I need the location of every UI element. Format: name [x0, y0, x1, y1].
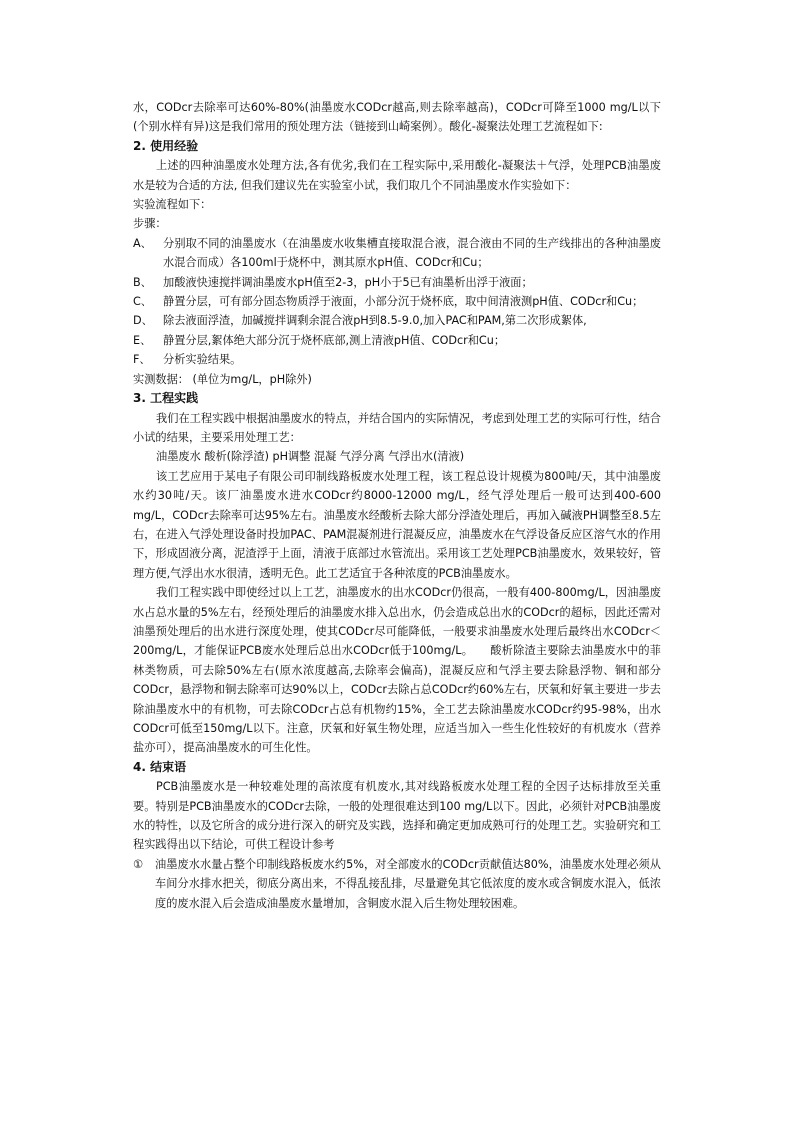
conclusion-label: ① — [133, 857, 144, 871]
step-item — [133, 331, 661, 350]
step-text: 静置分层，可有部分固态物质浮于液面，小部分沉于烧杯底，取中间清液测pH值、CODcr和Cu； — [163, 295, 644, 309]
section-2-paragraph-4: 实测数据： (单位为mg/L，pH除外) — [133, 372, 312, 386]
step-label: C、 — [133, 295, 152, 309]
step-item — [133, 311, 661, 330]
step-text: 加酸液快速搅拌调油墨废水pH值至2-3，pH小于5已有油墨析出浮于液面； — [163, 275, 533, 289]
document-page — [133, 98, 661, 913]
step-label: D、 — [133, 314, 153, 328]
section-2-heading: 2. 使用经验 — [133, 138, 199, 153]
step-label: B、 — [133, 275, 152, 289]
step-item — [133, 350, 661, 369]
step-text: 除去液面浮渣，加碱搅拌调剩余混合液pH到8.5-9.0,加入PAC和PAM,第二次形成絮体, — [163, 314, 587, 328]
section-3-paragraph-3: 我们工程实践中即使经过以上工艺，油墨废水的出水CODcr仍很高，一般有400-800mg/L，因油墨废水占总水量的5%左右，经预处理后的油墨废水排入总出水，仍会造成总出水的CODcr的超标，因此还需对油墨预处理后的出水进行深度处理，使其CODcr尽可能降低，一般要求油墨废水处理后最终出水CODcr＜200mg/L，才能保证PCB废水处理后总出水CODcr低于100mg/L。 酸析除渣主要除去油墨废水中的菲林类物质，可去除50%左右(原水浓度越高,去除率会偏高)，混凝反应和气浮主要去除悬浮物、铜和部分CODcr，悬浮物和铜去除率可达90%以上，CODcr去除占总CODcr约60%左右，厌氧和好氧主要进一步去除油墨废水中的有机物，可去除CODcr占总有机物约15%，全工艺去除油墨废水CODcr约95-98%，出水CODcr可低至150mg/L以下。注意，厌氧和好氧生物处理，应适当加入一些生化性较好的有机废水（营养盐亦可），提高油墨废水的可生化性。 — [133, 586, 661, 755]
section-4-paragraph-1: PCB油墨废水是一种较难处理的高浓度有机废水,其对线路板废水处理工程的全因子达标排放至关重要。特别是PCB油墨废水的CODcr去除，一般的处理很难达到100 mg/L以下。因此，必须针对PCB油墨废水的特性，以及它所含的成分进行深入的研究及实践，选择和确定更加成熟可行的处理工艺。实验研究和工程实践得出以下结论，可供工程设计参考 — [133, 780, 661, 852]
step-item — [133, 292, 661, 311]
section-3-paragraph-2: 该工艺应用于某电子有限公司印制线路板废水处理工程，该工程总设计规模为800吨/天，其中油墨废水约30吨/天。该厂油墨废水进水CODcr约8000-12000 mg/L，经气浮处理后一般可达到400-600 mg/L，CODcr去除率可达95%左右。油墨废水经酸析去除大部分浮渣处理后，再加入碱液PH调整至8.5左右，在进入气浮处理设备时投加PAC、PAM混凝剂进行混凝反应，油墨废水在气浮设备反应区溶气水的作用下，形成固液分离，泥渣浮于上面，清液于底部过水管流出。采用该工艺处理PCB油墨废水，效果较好，管理方便,气浮出水水很清，透明无色。此工艺适宜于各种浓度的PCB油墨废水。 — [133, 469, 661, 580]
conclusion-item — [133, 855, 661, 913]
step-item — [133, 234, 661, 273]
step-label: F、 — [133, 353, 151, 367]
section-3-heading: 3. 工程实践 — [133, 391, 199, 406]
process-flow-line: 油墨废水 酸析(除浮渣) pH调整 混凝 气浮分离 气浮出水(清液) — [156, 450, 465, 464]
step-label: E、 — [133, 333, 152, 347]
step-text: 静置分层,絮体绝大部分沉于烧杯底部,测上清液pH值、CODcr和Cu； — [163, 333, 506, 347]
step-text: 分别取不同的油墨废水（在油墨废水收集槽直接取混合液，混合液由不同的生产线排出的各种油墨废水混合而成）各100ml于烧杯中，测其原水pH值、CODcr和Cu； — [163, 236, 661, 270]
section-2-paragraph-3: 步骤： — [133, 217, 167, 231]
step-item — [133, 273, 661, 292]
section-2-paragraph-1: 上述的四种油墨废水处理方法,各有优劣,我们在工程实际中,采用酸化-凝聚法＋气浮，处理PCB油墨废水是较为合适的方法, 但我们建议先在实验室小试，我们取几个不同油墨废水作实验如下： — [133, 159, 661, 192]
section-4-heading: 4. 结束语 — [133, 759, 187, 774]
step-text: 分析实验结果。 — [163, 353, 242, 367]
conclusion-text: 油墨废水水量占整个印制线路板废水约5%，对全部废水的CODcr贡献值达80%，油墨废水处理必须从车间分水排水把关，彻底分离出来，不得乱接乱排，尽量避免其它低浓度的废水或含铜废水混入，低浓度的废水混入后会造成油墨废水量增加，含铜废水混入后生物处理较困难。 — [155, 857, 661, 910]
section-2-paragraph-2: 实验流程如下： — [133, 198, 212, 212]
intro-paragraph: 水，CODcr去除率可达60%-80%(油墨废水CODcr越高,则去除率越高)，CODcr可降至1000 mg/L以下(个别水样有异)这是我们常用的预处理方法（链接到山崎案例）。酸化-凝聚法处理工艺流程如下: — [133, 101, 661, 134]
step-label: A、 — [133, 236, 152, 250]
section-3-paragraph-1: 我们在工程实践中根据油墨废水的特点，并结合国内的实际情况，考虑到处理工艺的实际可行性，结合小试的结果，主要采用处理工艺： — [133, 411, 661, 444]
